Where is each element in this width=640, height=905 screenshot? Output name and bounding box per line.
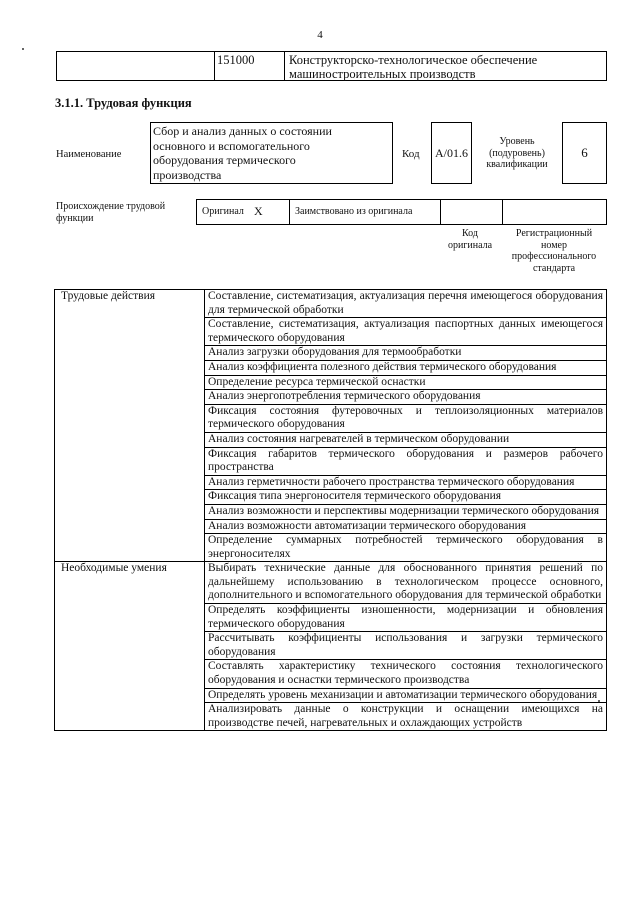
function-name: Сбор и анализ данных о состоянии основного и вспомогательного оборудования термического производства [153,124,332,182]
table-row [55,562,607,604]
function-code-box [431,122,472,184]
level-box [562,122,607,184]
labor-action-item: Анализ коэффициента полезного действия термического оборудования [205,360,607,375]
okso-description: Конструкторско-технологическое обеспечение машиностроительных производств [289,53,538,81]
page-number: 4 [317,29,323,41]
scan-speck [22,48,24,50]
top-table [56,51,607,81]
level-value: 6 [581,145,588,160]
original-label: Оригинал [202,206,244,217]
required-skill-item: Определять коэффициенты изношенности, модернизации и обновления термического оборудования [205,604,607,632]
name-label: Наименование [56,149,122,160]
section-title: 3.1.1. Трудовая функция [55,96,192,110]
labor-action-group-label: Трудовые действия [55,290,205,562]
labor-action-item: Фиксация типа энергоносителя термического оборудования [205,490,607,505]
level-label: Уровень (подуровень) квалификации [486,136,548,170]
labor-action-item: Анализ возможности и перспективы модернизации термического оборудования [205,504,607,519]
code-label: Код [402,148,420,160]
original-mark: X [254,204,263,218]
okso-code: 151000 [217,53,255,67]
borrowed-label: Заимствовано из оригинала [295,206,413,217]
required-skill-item: Анализировать данные о конструкции и оснащении имеющихся на производстве печей, нагревательных и охлаждающих устройств [205,703,607,731]
labor-action-item: Определение суммарных потребностей термического оборудования в энергоносителях [205,534,607,562]
labor-action-item: Анализ состояния нагревателей в термическом оборудовании [205,432,607,447]
labor-action-item: Составление, систематизация, актуализация паспортных данных имеющегося термического оборудования [205,318,607,346]
code-original-caption: Код оригинала [447,228,493,251]
labor-action-item: Анализ энергопотребления термического оборудования [205,390,607,405]
required-skill-item: Рассчитывать коэффициенты использования и загрузки термического оборудования [205,632,607,660]
competency-table [54,289,607,731]
labor-action-item: Анализ герметичности рабочего пространства термического оборудования [205,475,607,490]
function-name-box [150,122,393,184]
function-code: A/01.6 [435,146,468,160]
labor-action-item: Составление, систематизация, актуализация перечня имеющегося оборудования для термической обработки [205,290,607,318]
labor-action-item: Определение ресурса термической оснастки [205,375,607,390]
table-row [55,290,607,318]
origin-table [196,199,607,225]
required-skill-item: Выбирать технические данные для обоснованного принятия решений по дальнейшему использованию в технологическом процессе основного, дополнительного и вспомогательного оборудования для термической обработки [205,562,607,604]
origin-label: Происхождение трудовой функции [56,201,166,224]
labor-action-item: Анализ возможности автоматизации термического оборудования [205,519,607,534]
reg-number-caption: Регистрационный номер профессионального стандарта [511,228,597,274]
labor-action-item: Фиксация состояния футеровочных и теплоизоляционных материалов термического оборудования [205,404,607,432]
required-skill-item: Определять уровень механизации и автоматизации термического оборудования [205,688,607,703]
required-skill-group-label: Необходимые умения [55,562,205,731]
labor-action-item: Фиксация габаритов термического оборудования и размеров рабочего пространства [205,447,607,475]
required-skill-item: Составлять характеристику технического состояния технологического оборудования и оснастки термического производства [205,660,607,688]
labor-action-item: Анализ загрузки оборудования для термообработки [205,346,607,361]
